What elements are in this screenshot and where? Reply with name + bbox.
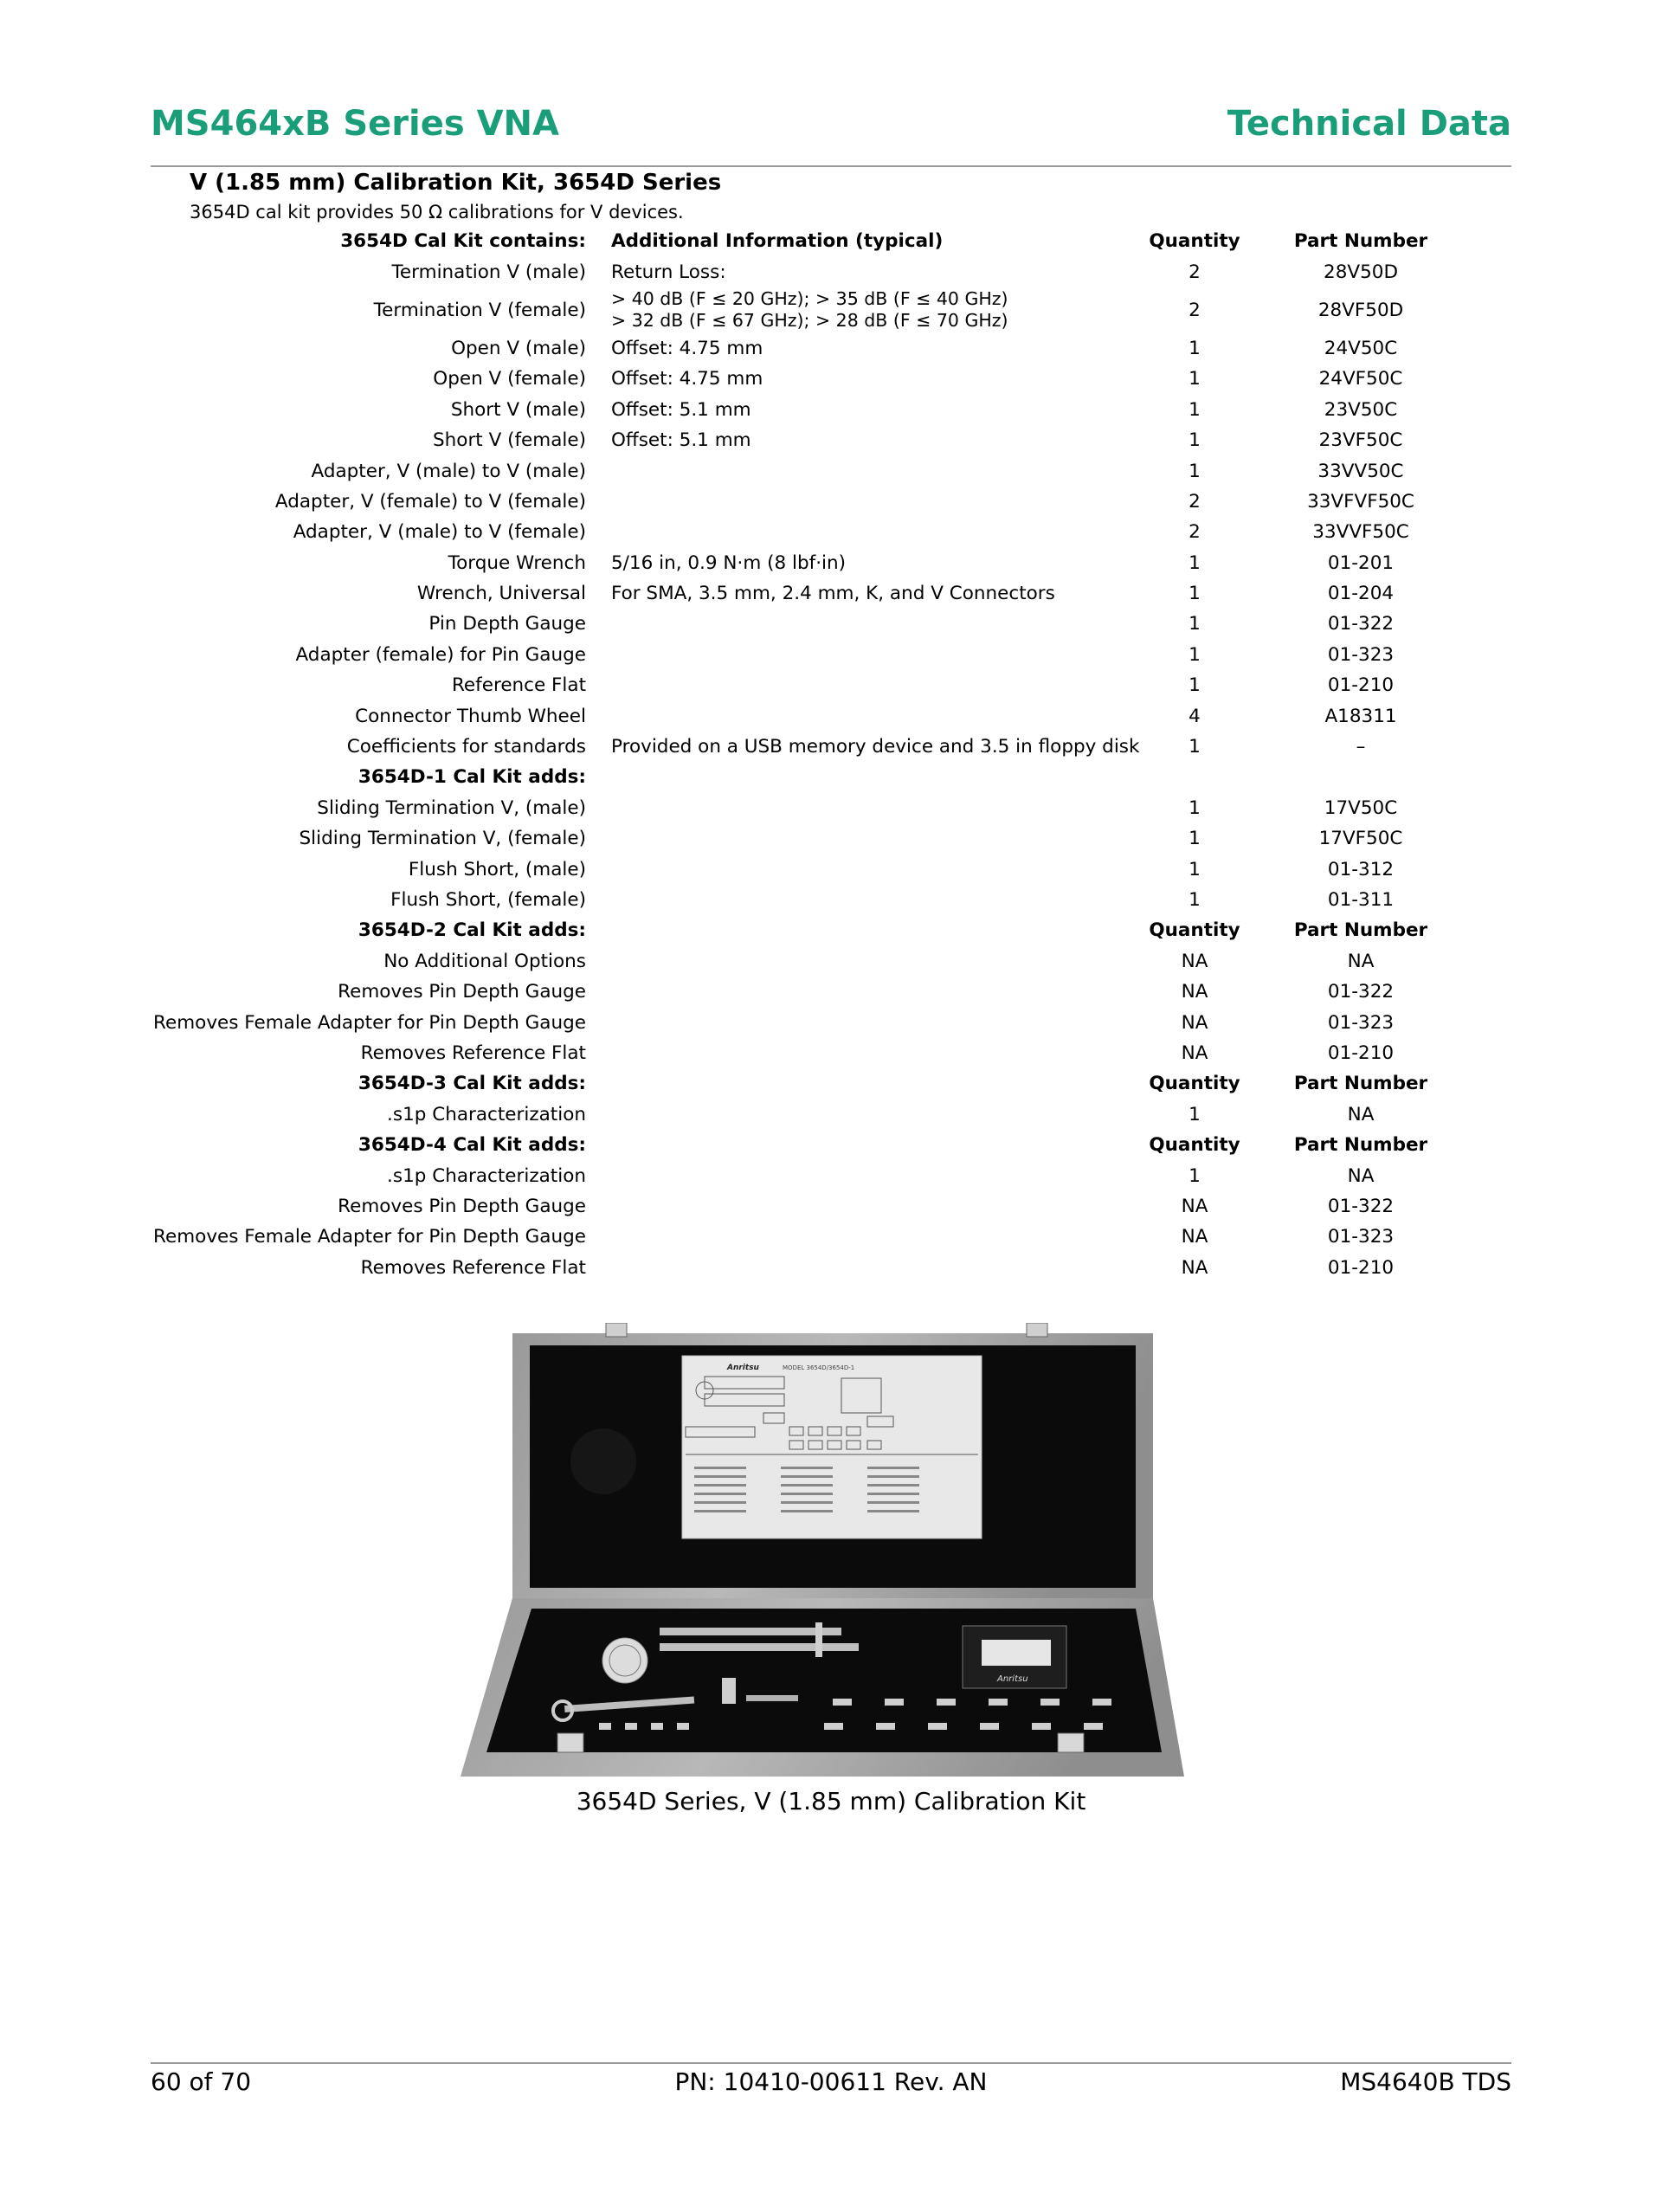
info-cell: For SMA, 3.5 mm, 2.4 mm, K, and V Connectors xyxy=(611,583,1055,605)
table-row: Adapter, V (male) to V (female) 2 33VVF50C xyxy=(0,517,1662,547)
info-cell: Offset: 5.1 mm xyxy=(611,429,751,452)
item-cell: Pin Depth Gauge xyxy=(428,613,586,635)
header-divider xyxy=(151,165,1511,167)
table-row: Short V (female) Offset: 5.1 mm 1 23VF50C xyxy=(0,425,1662,455)
table-row: Torque Wrench 5/16 in, 0.9 N·m (8 lbf·in) 1 01-201 xyxy=(0,548,1662,578)
item-cell: Connector Thumb Wheel xyxy=(355,705,586,727)
item-cell: 3654D-3 Cal Kit adds: xyxy=(358,1073,586,1095)
item-cell: No Additional Options xyxy=(383,950,586,972)
item-cell: Removes Reference Flat xyxy=(360,1042,586,1064)
table-row: Adapter, V (female) to V (female) 2 33VFVF50C xyxy=(0,487,1662,517)
item-cell: Sliding Termination V, (male) xyxy=(317,796,586,819)
item-cell: Open V (male) xyxy=(451,337,586,359)
section-label: Technical Data xyxy=(1227,104,1511,144)
table-subheader-row: 3654D-3 Cal Kit adds: Quantity Part Number xyxy=(0,1068,1662,1099)
document-id: MS4640B TDS xyxy=(1340,2067,1511,2096)
table-row: Flush Short, (male) 1 01-312 xyxy=(0,854,1662,884)
item-cell: Reference Flat xyxy=(451,674,586,697)
table-row: Short V (male) Offset: 5.1 mm 1 23V50C xyxy=(0,395,1662,425)
item-cell: Removes Pin Depth Gauge xyxy=(338,1195,586,1217)
item-cell: Sliding Termination V, (female) xyxy=(299,828,586,850)
table-subheader-row xyxy=(0,762,1662,792)
item-cell: Removes Reference Flat xyxy=(360,1256,586,1279)
section-title: V (1.85 mm) Calibration Kit, 3654D Series xyxy=(190,170,722,196)
item-cell: Adapter, V (female) to V (female) xyxy=(274,490,586,513)
table-row: Open V (male) Offset: 4.75 mm 1 24V50C xyxy=(0,333,1662,364)
item-cell: 3654D-4 Cal Kit adds: xyxy=(358,1134,586,1157)
calibration-kit-photo xyxy=(452,1323,1201,1790)
info-cell: 5/16 in, 0.9 N·m (8 lbf·in) xyxy=(611,551,847,574)
table-row: Removes Female Adapter for Pin Depth Gauge NA 01-323 xyxy=(0,1222,1662,1252)
item-cell: Coefficients for standards xyxy=(346,736,586,758)
table-row: Adapter (female) for Pin Gauge 1 01-323 xyxy=(0,640,1662,670)
item-cell: Adapter (female) for Pin Gauge xyxy=(295,643,586,666)
item-cell: 3654D-2 Cal Kit adds: xyxy=(358,919,586,942)
info-line: > 40 dB (F ≤ 20 GHz); > 35 dB (F ≤ 40 GHz) xyxy=(611,288,1008,310)
table-row: Sliding Termination V, (male) 1 17V50C xyxy=(0,793,1662,823)
item-cell: Termination V (female) xyxy=(373,299,586,321)
cal-kit-table xyxy=(0,226,1662,1283)
table-body xyxy=(0,256,1662,1283)
table-row: Coefficients for standards Provided on a USB memory device and 3.5 in floppy disk 1 – xyxy=(0,732,1662,762)
table-row: Removes Female Adapter for Pin Depth Gauge NA 01-323 xyxy=(0,1007,1662,1037)
item-cell: Open V (female) xyxy=(433,368,586,390)
table-row: Sliding Termination V, (female) 1 17VF50C xyxy=(0,823,1662,854)
table-row: .s1p Characterization 1 NA xyxy=(0,1100,1662,1130)
lid-logo: Anritsu xyxy=(727,1364,759,1372)
item-cell: .s1p Characterization xyxy=(387,1103,586,1125)
info-cell: Offset: 4.75 mm xyxy=(611,368,763,390)
table-row: Connector Thumb Wheel 4 A18311 xyxy=(0,700,1662,731)
table-subheader-row: 3654D-2 Cal Kit adds: Quantity Part Number xyxy=(0,915,1662,945)
info-line: > 32 dB (F ≤ 67 GHz); > 28 dB (F ≤ 70 GHz) xyxy=(611,310,1008,332)
table-row: Termination V (female) > 40 dB (F ≤ 20 GHz); > 35 dB (F ≤ 40 GHz) > 32 dB (F ≤ 67 GHz); > 28 dB (F ≤ 70 GHz) 2 28VF50D xyxy=(0,287,1662,333)
table-row: Removes Reference Flat NA 01-210 xyxy=(0,1038,1662,1068)
table-row: Flush Short, (female) 1 01-311 xyxy=(0,885,1662,915)
info-cell: Offset: 4.75 mm xyxy=(611,337,763,359)
item-cell: Short V (female) xyxy=(433,429,586,452)
table-row: Removes Pin Depth Gauge NA 01-322 xyxy=(0,977,1662,1007)
table-row: Wrench, Universal For SMA, 3.5 mm, 2.4 mm, K, and V Connectors 1 01-204 xyxy=(0,578,1662,609)
table-subheader-row: 3654D-4 Cal Kit adds: Quantity Part Number xyxy=(0,1130,1662,1160)
table-row: Termination V (male) Return Loss: 2 28V50D xyxy=(0,256,1662,287)
item-cell: Flush Short, (female) xyxy=(390,889,586,911)
footer-divider xyxy=(151,2062,1511,2064)
item-cell: Removes Female Adapter for Pin Depth Gauge xyxy=(153,1226,586,1248)
lid-plate-model: MODEL 3654D/3654D-1 xyxy=(783,1364,855,1371)
item-cell: Adapter, V (male) to V (male) xyxy=(311,460,586,482)
table-row: Reference Flat 1 01-210 xyxy=(0,670,1662,700)
item-cell: Removes Female Adapter for Pin Depth Gauge xyxy=(153,1011,586,1034)
table-row: No Additional Options NA NA xyxy=(0,946,1662,977)
item-cell: .s1p Characterization xyxy=(387,1164,586,1187)
header-info: Additional Information (typical) xyxy=(611,230,944,253)
info-cell: Provided on a USB memory device and 3.5 in floppy disk xyxy=(611,736,1140,758)
item-cell: Adapter, V (male) to V (female) xyxy=(293,521,586,544)
info-cell xyxy=(611,287,1008,333)
table-row: Adapter, V (male) to V (male) 1 33VV50C xyxy=(0,455,1662,486)
table-row: Pin Depth Gauge 1 01-322 xyxy=(0,609,1662,639)
table-row: .s1p Characterization 1 NA xyxy=(0,1160,1662,1190)
item-cell: Short V (male) xyxy=(450,398,586,421)
info-cell: Offset: 5.1 mm xyxy=(611,398,751,421)
item-cell: Flush Short, (male) xyxy=(408,858,586,880)
item-cell: 3654D-1 Cal Kit adds: xyxy=(358,766,586,789)
page-number: 60 of 70 xyxy=(151,2067,252,2096)
table-header-row: 3654D Cal Kit contains: Additional Information (typical) Quantity Part Number xyxy=(0,226,1662,256)
document-title: MS464xB Series VNA xyxy=(151,104,559,144)
header-item: 3654D Cal Kit contains: xyxy=(340,230,586,253)
table-row: Removes Pin Depth Gauge NA 01-322 xyxy=(0,1191,1662,1222)
section-subtitle: 3654D cal kit provides 50 Ω calibrations for V devices. xyxy=(190,202,684,222)
figure-caption: 3654D Series, V (1.85 mm) Calibration Kit xyxy=(576,1787,1086,1815)
part-number-footer: PN: 10410-00611 Rev. AN xyxy=(674,2067,988,2096)
disk-logo: Anritsu xyxy=(997,1674,1028,1684)
item-cell: Torque Wrench xyxy=(448,551,586,574)
info-cell: Return Loss: xyxy=(611,261,726,283)
item-cell: Wrench, Universal xyxy=(416,583,586,605)
item-cell: Termination V (male) xyxy=(391,261,586,283)
table-row: Removes Reference Flat NA 01-210 xyxy=(0,1253,1662,1283)
item-cell: Removes Pin Depth Gauge xyxy=(338,981,586,1003)
table-row: Open V (female) Offset: 4.75 mm 1 24VF50C xyxy=(0,364,1662,394)
